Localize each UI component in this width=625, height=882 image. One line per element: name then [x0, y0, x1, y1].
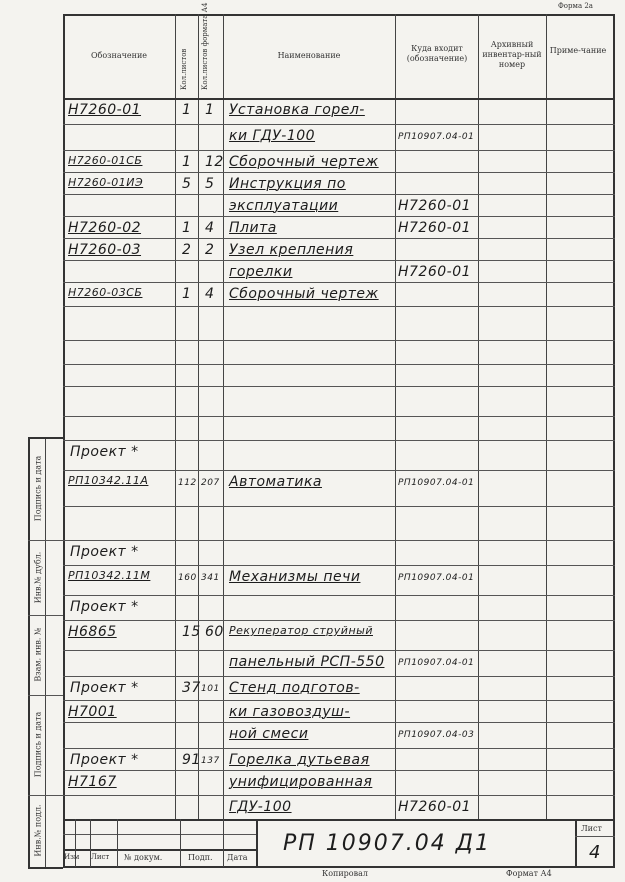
header-designation: Обозначение	[90, 51, 148, 60]
stamp-line	[63, 849, 256, 851]
row-line	[63, 282, 615, 283]
row-qty-a4: 341	[201, 573, 220, 583]
stamp-line	[180, 819, 181, 867]
row-qty-sheets: 160	[178, 573, 197, 583]
row-qty-sheets: 2	[182, 242, 192, 258]
row-qty-sheets: 91	[182, 752, 201, 768]
row-line	[63, 650, 615, 651]
row-line	[63, 260, 615, 261]
stamp-list: Лист	[91, 853, 110, 861]
header-archive: Архивный инвентар-ный номер	[482, 40, 542, 69]
row-line	[63, 540, 615, 541]
row-where-used: Н7260-01	[398, 220, 472, 236]
row-where-used: РП10907.04-01	[398, 658, 475, 668]
side-label-inv-orig: Инв.№ подл.	[33, 804, 43, 857]
row-line	[63, 748, 615, 749]
row-where-used: Н7260-01	[398, 799, 472, 815]
row-designation: Н7260-01ИЭ	[68, 176, 144, 189]
stamp-line	[575, 819, 577, 867]
row-designation: Н7260-02	[68, 220, 142, 236]
row-where-used: РП10907.04-01	[398, 478, 475, 488]
footer-format: Формат А4	[506, 869, 552, 878]
stamp-sheet-no: 4	[589, 842, 601, 863]
row-where-used: Н7260-01	[398, 264, 472, 280]
header-note: Приме-чание	[549, 46, 607, 55]
row-line	[63, 172, 615, 173]
row-qty-sheets: 112	[178, 478, 197, 488]
row-designation: Н7167	[68, 774, 117, 790]
form-label: Форма 2а	[558, 2, 593, 10]
row-designation: Проект *	[70, 544, 139, 560]
stamp-data: Дата	[227, 853, 248, 862]
row-name: Установка горел-	[229, 102, 365, 118]
row-qty-a4: 137	[201, 756, 220, 766]
document-code: РП 10907.04 Д1	[283, 831, 491, 856]
row-designation: Проект *	[70, 680, 139, 696]
row-designation: Н7260-01	[68, 102, 142, 118]
row-line	[63, 340, 615, 341]
row-name: ной смеси	[229, 726, 309, 742]
row-name: ки газовоздуш-	[229, 704, 351, 720]
row-name: Горелка дутьевая	[229, 752, 370, 768]
row-name: горелки	[229, 264, 293, 280]
header-sheet-count: Кол.листов	[180, 48, 188, 90]
side-strip-line	[45, 437, 46, 868]
side-label-replace-inv: Взам. инв. №	[33, 627, 43, 682]
row-line	[63, 216, 615, 217]
row-name: Сборочный чертеж	[229, 286, 379, 302]
row-line	[63, 364, 615, 365]
stamp-line	[117, 819, 118, 867]
row-qty-sheets: 1	[182, 154, 192, 170]
row-name: Узел крепления	[229, 242, 354, 258]
row-qty-a4: 4	[205, 286, 215, 302]
row-line	[63, 506, 615, 507]
row-qty-sheets: 5	[182, 176, 192, 192]
side-label-sig-date-2: Подпись и дата	[33, 711, 43, 778]
row-qty-sheets: 1	[182, 220, 192, 236]
row-line	[63, 238, 615, 239]
row-line	[63, 700, 615, 701]
row-where-used: РП10907.04-01	[398, 573, 475, 583]
row-name: Плита	[229, 220, 277, 236]
row-name: Стенд подготов-	[229, 680, 360, 696]
stamp-line	[256, 819, 258, 867]
row-line	[63, 620, 615, 621]
stamp-line	[575, 836, 615, 837]
row-line	[63, 595, 615, 596]
row-designation: Н7260-03	[68, 242, 142, 258]
row-line	[63, 416, 615, 417]
row-designation: Проект *	[70, 444, 139, 460]
row-designation: Н6865	[68, 624, 117, 640]
stamp-line	[223, 819, 224, 867]
row-line	[63, 194, 615, 195]
row-designation: Н7260-03СБ	[68, 286, 143, 299]
row-name: ки ГДУ-100	[229, 128, 316, 144]
row-qty-sheets: 37	[182, 680, 201, 696]
stamp-line	[63, 834, 256, 835]
row-name: Инструкция по	[229, 176, 346, 192]
row-name: Механизмы печи	[229, 569, 361, 585]
row-name: панельный РСП-550	[229, 654, 385, 670]
row-line	[63, 306, 615, 307]
row-qty-a4: 4	[205, 220, 215, 236]
row-line	[63, 795, 615, 796]
row-qty-a4: 12	[205, 154, 224, 170]
row-line	[63, 150, 615, 151]
row-line	[63, 124, 615, 125]
row-line	[63, 770, 615, 771]
row-line	[63, 386, 615, 387]
stamp-line	[63, 819, 615, 821]
row-designation: Н7001	[68, 704, 117, 720]
stamp-sheet-label: Лист	[581, 824, 602, 833]
header-sheet-count-a4: Кол.листов формата А4	[201, 2, 209, 90]
row-line	[63, 722, 615, 723]
row-where-used: РП10907.04-01	[398, 132, 475, 142]
row-qty-a4: 60	[205, 624, 224, 640]
row-qty-sheets: 15	[182, 624, 201, 640]
row-name: унифицированная	[229, 774, 373, 790]
row-where-used: Н7260-01	[398, 198, 472, 214]
row-qty-a4: 101	[201, 684, 220, 694]
row-line	[63, 676, 615, 677]
row-designation: РП10342.11М	[68, 569, 151, 582]
row-qty-a4: 5	[205, 176, 215, 192]
row-qty-a4: 2	[205, 242, 215, 258]
row-where-used: РП10907.04-03	[398, 730, 475, 740]
row-qty-a4: 1	[205, 102, 215, 118]
footer-copied: Копировал	[322, 869, 368, 878]
side-strip-line	[28, 437, 30, 868]
stamp-doc-no: № докум.	[124, 853, 163, 862]
side-strip-line	[28, 437, 63, 439]
row-designation: Проект *	[70, 599, 139, 615]
row-line	[63, 440, 615, 441]
row-designation: РП10342.11А	[68, 474, 149, 487]
side-label-inv-dup: Инв.№ дубл.	[33, 551, 43, 604]
row-line	[63, 470, 615, 471]
header-where-used: Куда входит (обозначение)	[406, 44, 468, 63]
stamp-izm: Изм	[64, 853, 80, 861]
header-line	[63, 98, 615, 100]
row-qty-sheets: 1	[182, 286, 192, 302]
row-designation: Н7260-01СБ	[68, 154, 143, 167]
row-name: Рекуператор струйный	[229, 624, 373, 637]
row-designation: Проект *	[70, 752, 139, 768]
row-name: Сборочный чертеж	[229, 154, 379, 170]
row-qty-a4: 207	[201, 478, 220, 488]
row-qty-sheets: 1	[182, 102, 192, 118]
side-label-sig-date-1: Подпись и дата	[33, 455, 43, 522]
row-name: эксплуатации	[229, 198, 339, 214]
row-name: ГДУ-100	[229, 799, 292, 815]
document-frame	[63, 14, 615, 868]
header-name: Наименование	[277, 51, 341, 60]
row-name: Автоматика	[229, 474, 322, 490]
stamp-podp: Подп.	[188, 853, 213, 862]
row-line	[63, 565, 615, 566]
